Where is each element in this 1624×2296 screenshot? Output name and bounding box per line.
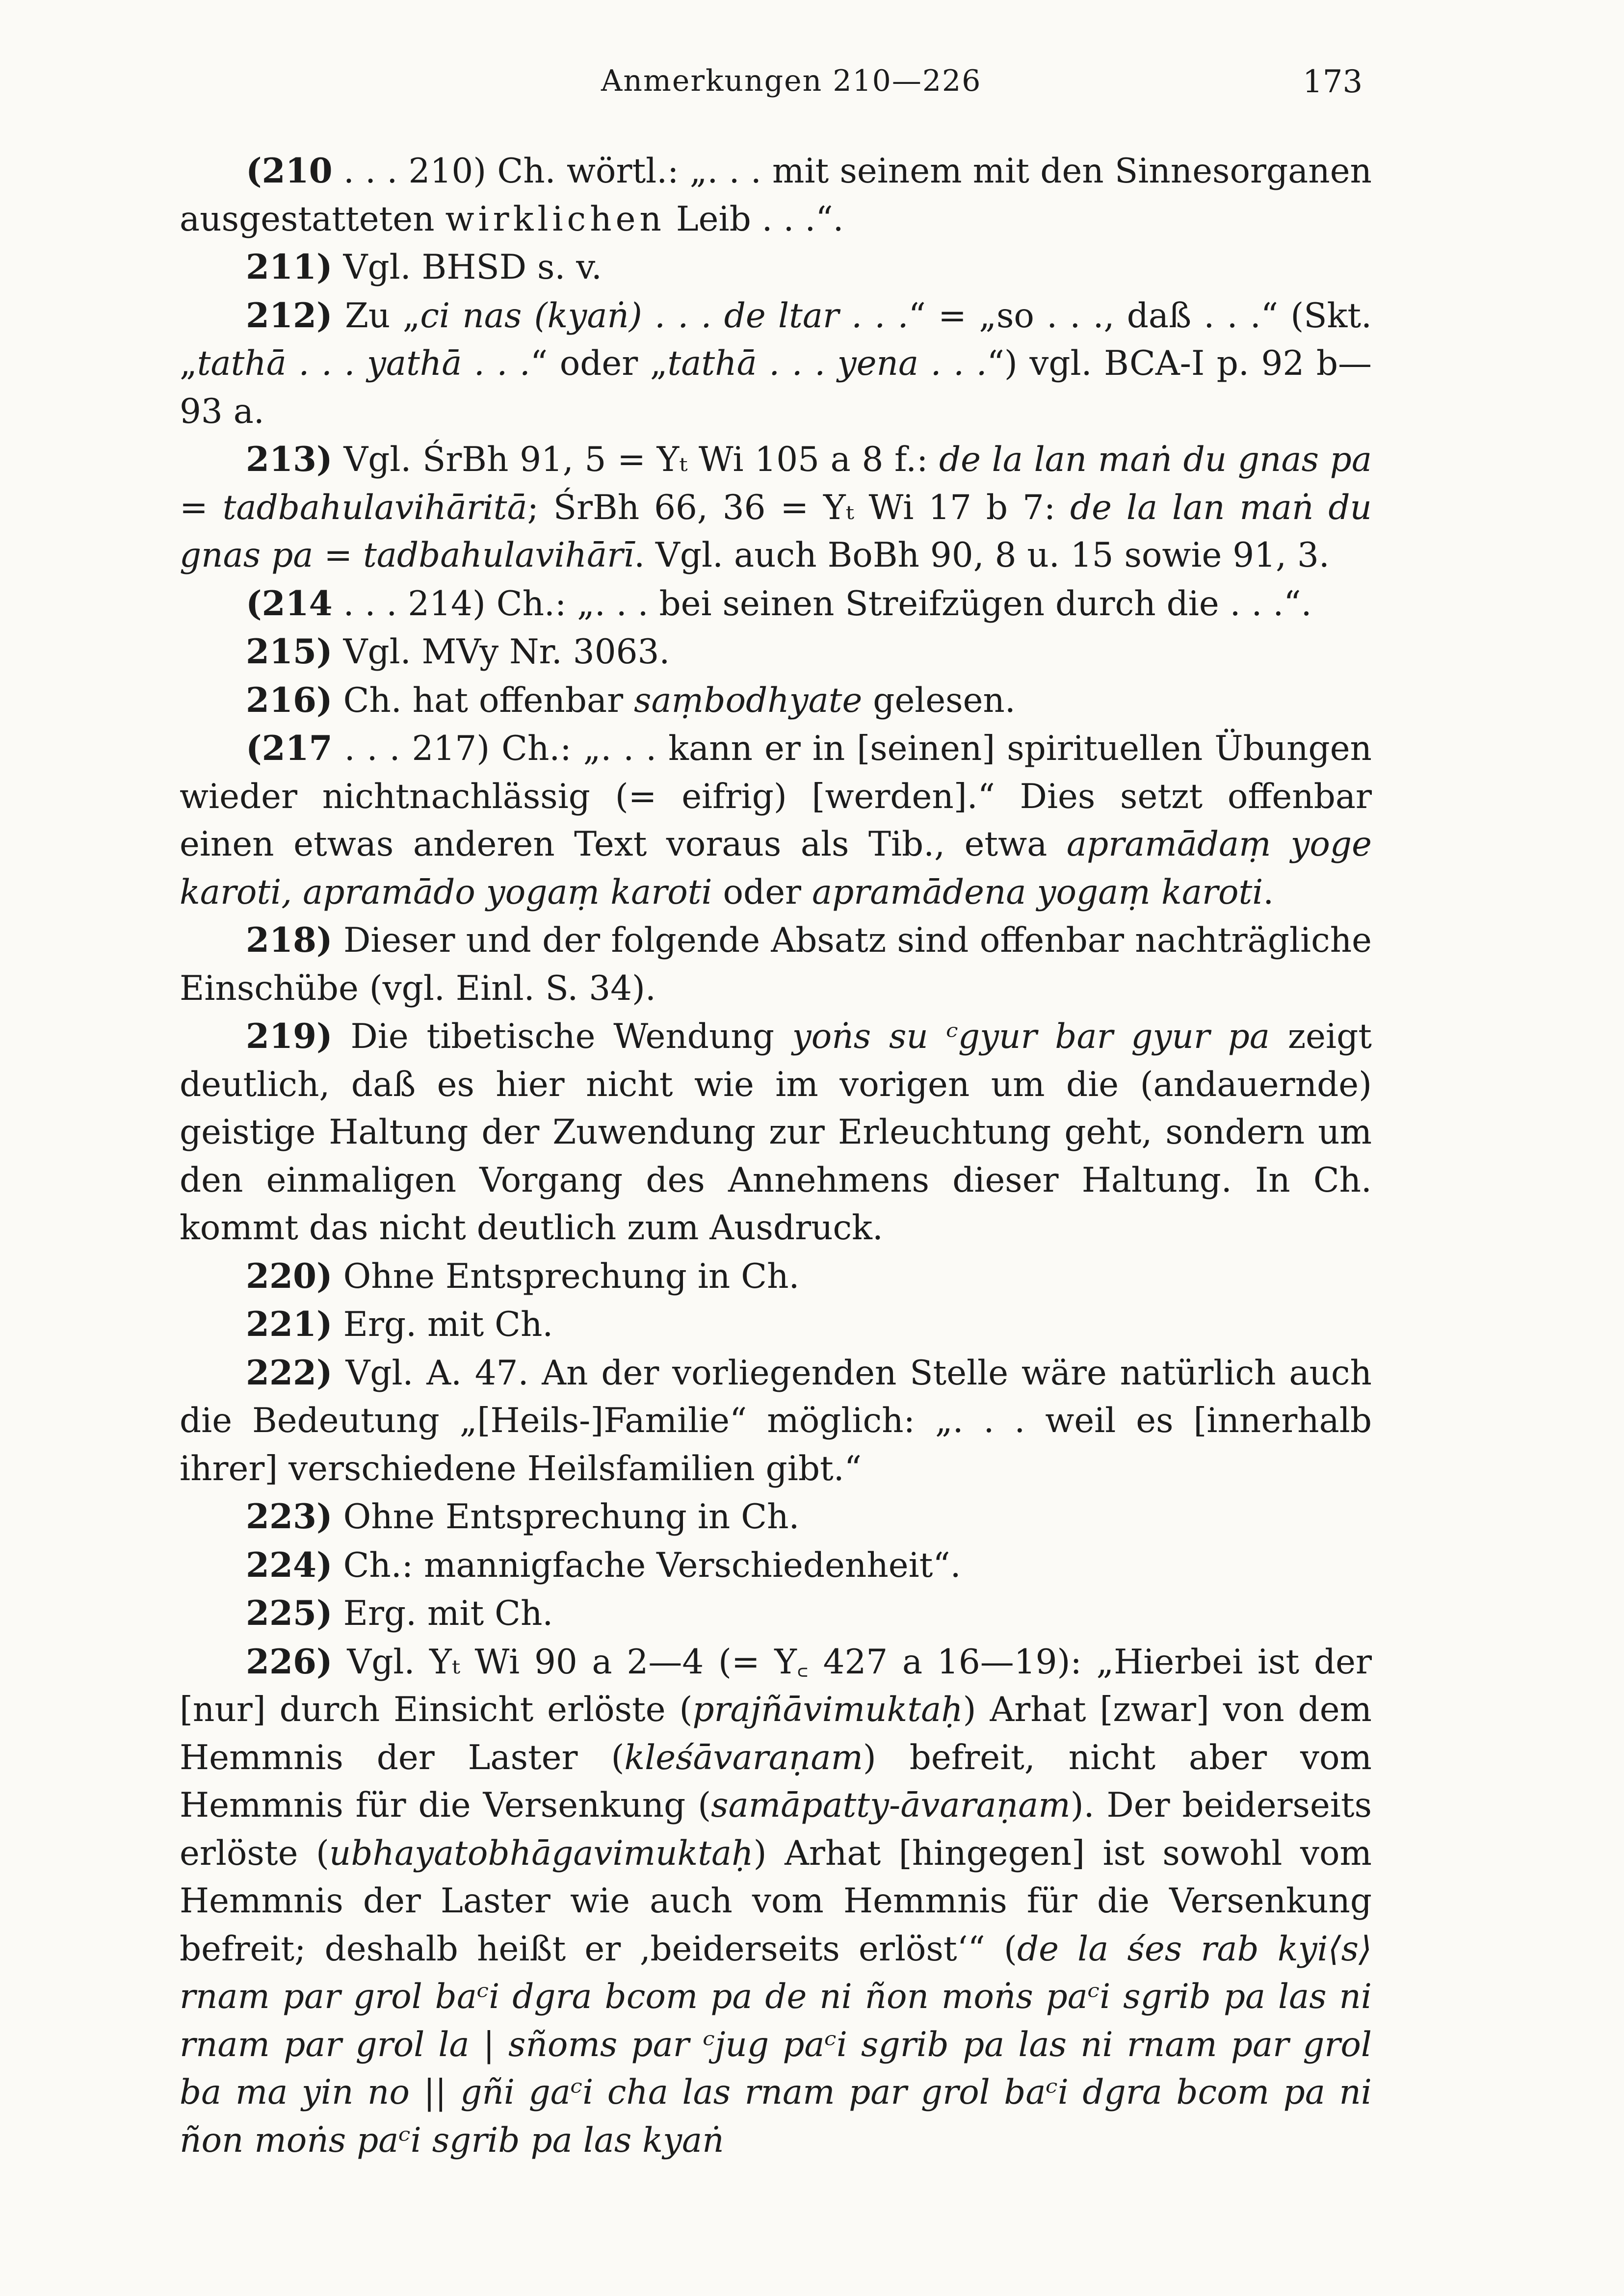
note-number: 220) [246, 1256, 333, 1296]
notes-body [180, 147, 1372, 2165]
running-head: Anmerkungen 210—226 [601, 64, 982, 98]
note-220 [180, 1252, 1372, 1301]
note-number: 216) [246, 680, 333, 720]
note-text: . . . 217) Ch.: „. . . kann er in [seinen] spirituellen Übungen wieder nichtnachlässig (= eifrig) [werden].“ Dies setzt offenbar einen etwas anderen Text voraus als Tib., etwa [180, 729, 1372, 864]
note-217 [180, 725, 1372, 916]
note-text: zeigt deutlich, daß es hier nicht wie im vorigen um die (andauernde) geistige Haltung der Zuwendung zur Erleuchtung geht, sondern um den einmaligen Vorgang des Annehmens dieser Haltung. In Ch. kommt das nicht deutlich zum Ausdruck. [180, 1017, 1372, 1248]
note-text: . . . 214) Ch.: „. . . bei seinen Streifzügen durch die . . .“. [332, 584, 1312, 624]
note-text: Dieser und der folgende Absatz sind offenbar nachträgliche Einschübe (vgl. Einl. S. 34). [180, 921, 1372, 1008]
note-number: 219) [246, 1017, 333, 1056]
note-italic-term: de la lan maṅ du gnas pa = tadbahulavihārī [180, 488, 1372, 575]
note-number: 212) [246, 295, 333, 336]
note-213 [180, 436, 1372, 580]
note-text: Ch.: mannigfache Verschiedenheit“. [332, 1545, 961, 1585]
note-number: 225) [246, 1593, 333, 1633]
page-number: 173 [1303, 64, 1363, 100]
note-number: (217 [246, 729, 333, 768]
note-text: . [1263, 872, 1274, 912]
note-number: 224) [246, 1545, 333, 1585]
note-italic-term: ubhayatobhāgavimuktaḥ [329, 1833, 754, 1873]
note-text: Vgl. Yₜ Wi 90 a 2—4 (= Y꜀ 427 a 16—19): „Hierbei ist der [nur] durch Einsicht erlöste ( [180, 1642, 1372, 1729]
note-222 [180, 1349, 1372, 1493]
note-text: Vgl. A. 47. An der vorliegenden Stelle wäre natürlich auch die Bedeutung „[Heils-]Familie“ möglich: „. . . weil es [innerhalb ihrer] verschiedene Heilsfamilien gibt.“ [180, 1353, 1372, 1488]
note-number: 223) [246, 1497, 333, 1537]
note-number: (210 [246, 151, 333, 191]
note-text: Vgl. ŚrBh 91, 5 = Yₜ Wi 105 a 8 f.: [332, 440, 939, 479]
note-text: Die tibetische Wendung [332, 1017, 792, 1056]
note-text: ; ŚrBh 66, 36 = Yₜ Wi 17 b 7: [527, 488, 1070, 527]
note-text: Ohne Entsprechung in Ch. [332, 1256, 800, 1296]
note-number: 221) [246, 1305, 333, 1344]
note-text: . . . 210) Ch. wörtl.: „. . . mit seinem mit den Sinnesorganen ausgestatteten [180, 152, 1372, 239]
note-number: 222) [246, 1353, 333, 1393]
note-text: Vgl. BHSD s. v. [332, 248, 602, 287]
note-text: Ch. hat offenbar [332, 680, 634, 720]
note-text: ) Arhat [hingegen] ist sowohl vom Hemmnis der Laster wie auch vom Hemmnis für die Versenkung befreit; deshalb heißt er ‚beiderseits erlöst‘“ ( [180, 1833, 1372, 1969]
note-225 [180, 1590, 1372, 1638]
note-text: Erg. mit Ch. [332, 1305, 553, 1344]
note-text: Leib . . .“. [665, 199, 844, 239]
note-number: 215) [246, 632, 333, 672]
note-text: gelesen. [862, 680, 1016, 720]
note-219 [180, 1013, 1372, 1252]
note-text: ). Der beiderseits erlöste ( [180, 1786, 1372, 1873]
note-number: (214 [246, 583, 333, 624]
page-header [0, 64, 1624, 103]
note-223 [180, 1493, 1372, 1541]
note-text: Vgl. MVy Nr. 3063. [332, 632, 670, 672]
note-216 [180, 677, 1372, 725]
note-218 [180, 916, 1372, 1013]
note-number: 226) [246, 1642, 333, 1682]
note-italic-term: saṃbodhyate [634, 680, 863, 720]
note-text: “ oder „ [530, 344, 668, 383]
note-number: 213) [246, 440, 333, 479]
note-text: oder [712, 872, 812, 912]
note-text: Ohne Entsprechung in Ch. [332, 1497, 800, 1537]
note-text: ) befreit, nicht aber vom Hemmnis für die Versenkung ( [180, 1738, 1372, 1825]
note-212 [180, 292, 1372, 436]
note-215 [180, 628, 1372, 677]
note-text: Erg. mit Ch. [332, 1594, 553, 1633]
note-italic-term: tathā . . . yathā . . . [197, 344, 530, 383]
note-text: “) vgl. BCA-I p. 92 b—93 a. [180, 344, 1372, 431]
note-italic-term: kleśāvaraṇam [624, 1738, 863, 1777]
note-224 [180, 1541, 1372, 1590]
note-210 [180, 147, 1372, 243]
note-number: 218) [246, 920, 333, 960]
note-spaced-term: wirklichen [445, 199, 665, 239]
note-number: 211) [246, 247, 333, 287]
note-221 [180, 1301, 1372, 1349]
note-italic-term: ci nas (kyaṅ) . . . de ltar . . . [420, 296, 909, 336]
note-text: ) Arhat [zwar] von dem Hemmnis der Laster ( [180, 1690, 1372, 1777]
note-214 [180, 580, 1372, 628]
note-italic-term: apramādena yogaṃ karoti [812, 872, 1263, 912]
note-italic-term: de la lan maṅ du gnas pa = tadbahulavihāritā [180, 440, 1372, 527]
note-italic-term: yoṅs su ᶜgyur bar gyur pa [792, 1017, 1270, 1056]
note-text: “ = „so . . ., daß . . .“ (Skt. „ [180, 296, 1372, 383]
note-italic-term: samāpatty-āvaraṇam [711, 1786, 1071, 1825]
note-italic-term: de la śes rab kyi⟨s⟩ rnam par grol baᶜi dgra bcom pa de ni ñon moṅs paᶜi sgrib pa las ni rnam par grol la | sñoms par ᶜjug paᶜi sgrib pa las ni rnam par grol ba ma yin no || gñi gaᶜi cha las rnam par grol baᶜi dgra bcom pa ni ñon moṅs paᶜi sgrib pa las kyaṅ [180, 1929, 1372, 2160]
note-italic-term: tathā . . . yena . . . [667, 344, 987, 383]
note-text: Zu „ [332, 296, 420, 336]
note-211 [180, 243, 1372, 292]
note-226 [180, 1638, 1372, 2165]
note-italic-term: apramādaṃ yoge karoti, apramādo yogaṃ karoti [180, 825, 1372, 912]
note-italic-term: prajñāvimuktaḥ [692, 1690, 963, 1729]
note-text: . Vgl. auch BoBh 90, 8 u. 15 sowie 91, 3. [634, 536, 1330, 575]
